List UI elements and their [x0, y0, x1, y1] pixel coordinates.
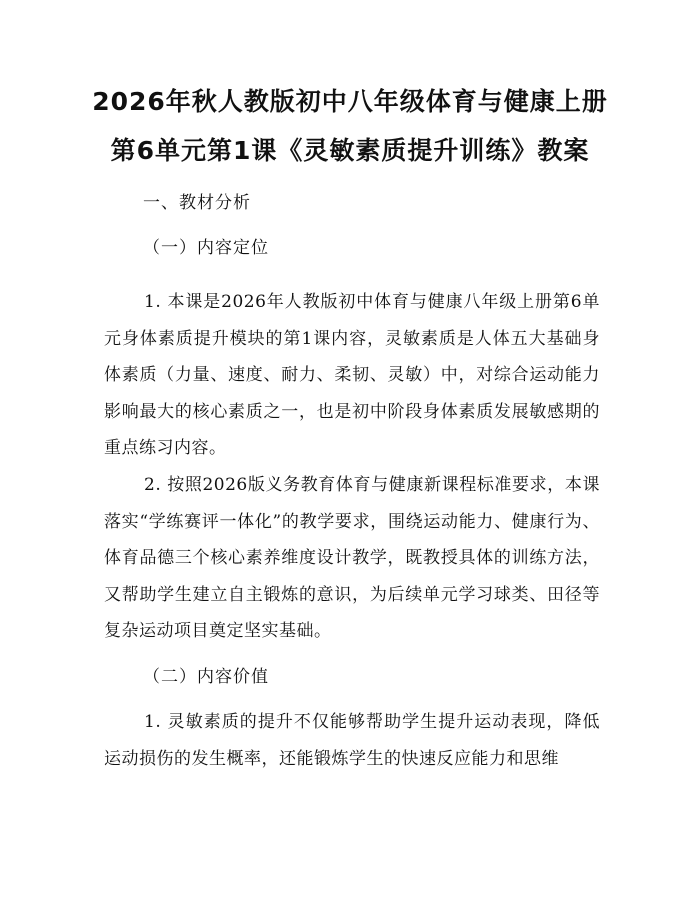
paragraph-content-positioning-1: 1. 本课是2026年人教版初中体育与健康八年级上册第6单元身体素质提升模块的第1课内容，灵敏素质是人体五大基础身体素质（力量、速度、耐力、柔韧、灵敏）中，对综合运动能力影响最大的核心素质之一，也是初中阶段身体素质发展敏感期的重点练习内容。 — [104, 292, 600, 459]
subsection-heading-content-value: （二）内容价值 — [143, 667, 269, 687]
document-title-line-1: 2026年秋人教版初中八年级体育与健康上册 — [92, 87, 608, 116]
paragraph-content-value-1: 1. 灵敏素质的提升不仅能够帮助学生提升运动表现，降低运动损伤的发生概率，还能锻炼学生的快速反应能力和思维 — [104, 712, 600, 769]
paragraph-content-positioning-2: 2. 按照2026版义务教育体育与健康新课程标准要求，本课落实“学练赛评一体化”的教学要求，围绕运动能力、健康行为、体育品德三个核心素养维度设计教学，既教授具体的训练方法，又帮助学生建立自主锻炼的意识，为后续单元学习球类、田径等复杂运动项目奠定坚实基础。 — [104, 475, 600, 642]
document-title-line-2: 第6单元第1课《灵敏素质提升训练》教案 — [110, 136, 590, 165]
section-heading-materials-analysis: 一、教材分析 — [143, 193, 251, 213]
subsection-heading-content-positioning: （一）内容定位 — [143, 238, 269, 258]
